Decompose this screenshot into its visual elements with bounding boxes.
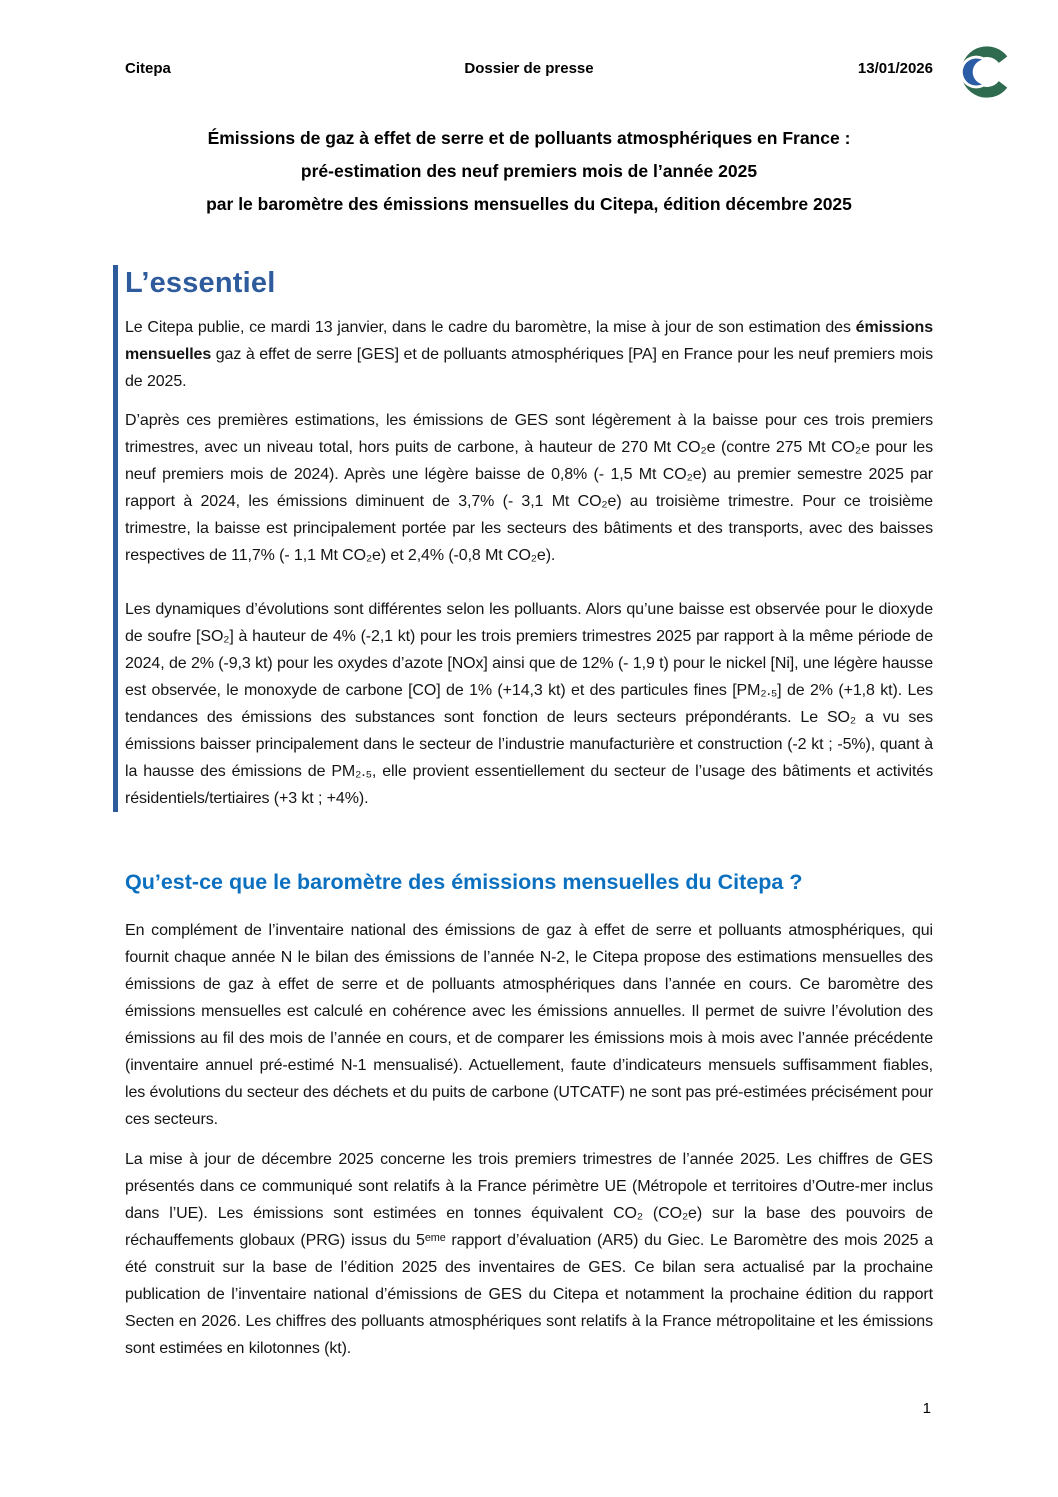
barometre-heading: Qu’est-ce que le baromètre des émissions mensuelles du Citepa ? [125, 870, 803, 894]
title-line-2: pré-estimation des neuf premiers mois de l’année 2025 [300, 161, 758, 181]
barometre-perimetre-paragraph: La mise à jour de décembre 2025 concerne les trois premiers trimestres de l’année 2025. Les chiffres de GES présentés dans ce communiqué sont relatifs à la France périmètre UE (Métropole et territoires d’Outre-mer inclus dans l’UE). Les émissions sont estimées en tonnes équivalent CO₂ (CO₂e) sur la base des pouvoirs de réchauffements globaux (PRG) issus du 5ᵉᵐᵉ rapport d’évaluation (AR5) du Giec. Le Baromètre des mois 2025 a été construit sur la base de l’édition 2025 des inventaires de GES. Ce bilan sera actualisé par la prochaine publication de l’inventaire national d’émissions de GES du Citepa et notamment la prochaine édition du rapport Secten en 2026. Les chiffres des polluants atmosphériques sont relatifs à la France métropolitaine et les émissions sont estimées en kilotonnes (kt). [125, 1151, 933, 1357]
title-line-1: Émissions de gaz à effet de serre et de polluants atmosphériques en France : [207, 128, 851, 148]
header-doc-type: Dossier de presse [464, 60, 594, 77]
essentiel-intro-after: gaz à effet de serre [GES] et de polluants atmosphériques [PA] en France pour les neuf premiers mois de 2025. [125, 346, 933, 390]
essentiel-polluants-paragraph: Les dynamiques d’évolutions sont différentes selon les polluants. Alors qu’une baisse est observée pour le dioxyde de soufre [SO₂] à hauteur de 4% (-2,1 kt) pour les trois premiers trimestres 2025 par rapport à la même période de 2024, de 2% (-9,3 kt) pour les oxydes d’azote [NOx] ainsi que de 12% (- 1,9 t) pour le nickel [Ni], une légère hausse est observée, le monoxyde de carbone [CO] de 1% (+14,3 kt) et des particules fines [PM₂.₅] de 2% (+1,8 kt). Les tendances des émissions des substances sont fonction de leurs secteurs prépondérants. Le SO₂ a vu ses émissions baisser principalement dans le secteur de l’industrie manufacturière et construction (-2 kt ; -5%), quant à la hausse des émissions de PM₂.₅, elle provient essentiellement du secteur de l’usage des bâtiments et activités résidentiels/tertiaires (+3 kt ; +4%). [125, 601, 933, 807]
citepa-logo-svg [955, 43, 1013, 101]
running-header [125, 60, 933, 77]
section-barometre [125, 868, 933, 1362]
document-title [125, 122, 933, 221]
essentiel-intro-before: Le Citepa publie, ce mardi 13 janvier, dans le cadre du baromètre, la mise à jour de son estimation des [125, 319, 856, 336]
header-date: 13/01/2026 [857, 60, 933, 77]
document-content [125, 122, 933, 1362]
essentiel-intro-paragraph [125, 314, 933, 395]
page-number: 1 [922, 1400, 931, 1417]
essentiel-heading: L’essentiel [125, 267, 276, 299]
citepa-logo-icon [955, 43, 1013, 101]
logo-crescent-cutout [973, 59, 999, 85]
title-line-3: par le baromètre des émissions mensuelles du Citepa, édition décembre 2025 [206, 194, 852, 214]
essentiel-ges-paragraph: D’après ces premières estimations, les émissions de GES sont légèrement à la baisse pour ces trois premiers trimestres, avec un niveau total, hors puits de carbone, à hauteur de 270 Mt CO₂e (contre 275 Mt CO₂e pour les neuf premiers mois de 2024). Après une légère baisse de 0,8% (- 1,5 Mt CO₂e) au premier semestre 2025 par rapport à 2024, les émissions diminuent de 3,7% (- 3,1 Mt CO₂e) au troisième trimestre. Pour ce troisième trimestre, la baisse est principalement portée par les secteurs des bâtiments et des transports, avec des baisses respectives de 11,7% (- 1,1 Mt CO₂e) et 2,4% (-0,8 Mt CO₂e). [125, 412, 933, 564]
barometre-definition-paragraph: En complément de l’inventaire national des émissions de gaz à effet de serre et polluants atmosphériques, qui fournit chaque année N le bilan des émissions de l’année N-2, le Citepa propose des estimations mensuelles des émissions de gaz à effet de serre et de polluants atmosphériques dans l’année en cours. Ce baromètre des émissions mensuelles est calculé en cohérence avec les émissions annuelles. Il permet de suivre l’évolution des émissions au fil des mois de l’année en cours, et de comparer les émissions mois à mois avec l’année précédente (inventaire annuel pré-estimé N-1 mensualisé). Actuellement, faute d’indicateurs mensuels suffisamment fiables, les évolutions du secteur des déchets et du puits de carbone (UTCATF) ne sont pas pré-estimées précisément pour ces secteurs. [125, 922, 933, 1128]
section-essentiel [113, 265, 933, 812]
header-org: Citepa [125, 60, 171, 77]
essentiel-intro-bold: émissions mensuelles [125, 319, 933, 363]
